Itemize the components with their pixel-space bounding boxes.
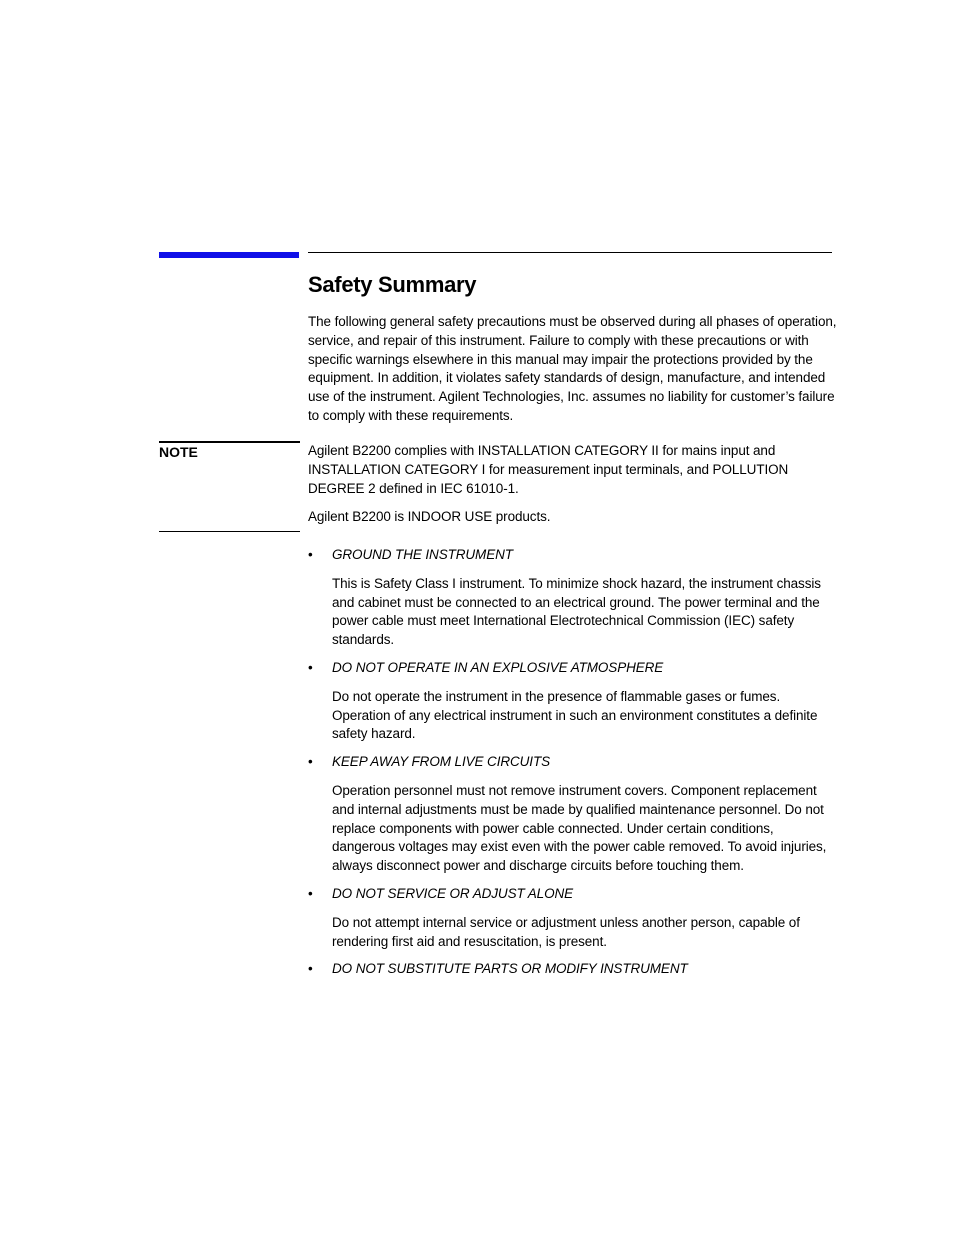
section-top-rule	[308, 252, 832, 253]
bullet-heading	[308, 546, 838, 565]
bullet-heading-text: DO NOT SERVICE OR ADJUST ALONE	[332, 885, 574, 901]
safety-bullet-list	[308, 546, 838, 989]
bullet-substitute-parts	[308, 960, 838, 979]
bullet-description: Do not attempt internal service or adjustment unless another person, capable of rendering first aid and resuscitation, is present.	[332, 914, 800, 949]
note-paragraph-1: Agilent B2200 complies with INSTALLATION CATEGORY II for mains input and INSTALLATION CATEGORY I for measurement input terminals, and POLLUTION DEGREE 2 defined in IEC 61010-1.	[308, 443, 789, 496]
bullet-heading	[308, 960, 838, 979]
bullet-heading	[308, 885, 838, 904]
bullet-explosive-atmosphere	[308, 659, 838, 744]
bullet-description: Do not operate the instrument in the presence of flammable gases or fumes. Operation of any electrical instrument in such an environment constitutes a definite safety hazard.	[332, 688, 818, 742]
bullet-marker: •	[308, 885, 313, 901]
note-bottom-rule	[159, 531, 300, 532]
bullet-marker: •	[308, 659, 313, 675]
bullet-description: Operation personnel must not remove instrument covers. Component replacement and internal adjustments must be made by qualified maintenance personnel. Do not replace components with power cable connected. Under certain conditions, dangerous voltages may exist even with the power cable removed. To avoid injuries, always disconnect power and discharge circuits before touching them.	[332, 782, 827, 874]
section-accent-bar	[159, 252, 299, 258]
bullet-live-circuits	[308, 753, 838, 876]
bullet-ground	[308, 546, 838, 650]
note-label: NOTE	[159, 444, 198, 460]
bullet-heading	[308, 753, 838, 772]
bullet-heading-text: GROUND THE INSTRUMENT	[332, 547, 513, 562]
page-title: Safety Summary	[308, 272, 477, 297]
bullet-marker: •	[308, 754, 313, 770]
bullet-service-alone	[308, 885, 838, 951]
bullet-marker: •	[308, 547, 313, 562]
intro-paragraph: The following general safety precautions must be observed during all phases of operation, service, and repair of this instrument. Failure to comply with these precautions or with specific warnings elsewhere in this manual may impair the protections provided by the equipment. In addition, it violates safety standards of design, manufacture, and intended use of the instrument. Agilent Technologies, Inc. assumes no liability for customer’s failure to comply with these requirements.	[308, 314, 837, 423]
bullet-heading-text: KEEP AWAY FROM LIVE CIRCUITS	[332, 754, 550, 770]
note-paragraph-2: Agilent B2200 is INDOOR USE products.	[308, 509, 551, 524]
bullet-heading-text: DO NOT SUBSTITUTE PARTS OR MODIFY INSTRUMENT	[332, 961, 688, 977]
bullet-marker: •	[308, 961, 313, 977]
bullet-heading	[308, 659, 838, 678]
bullet-heading-text: DO NOT OPERATE IN AN EXPLOSIVE ATMOSPHERE	[332, 659, 664, 675]
bullet-description: This is Safety Class I instrument. To minimize shock hazard, the instrument chassis and cabinet must be connected to an electrical ground. The power terminal and the power cable must meet International Electrotechnical Commission (IEC) safety standards.	[332, 575, 821, 648]
